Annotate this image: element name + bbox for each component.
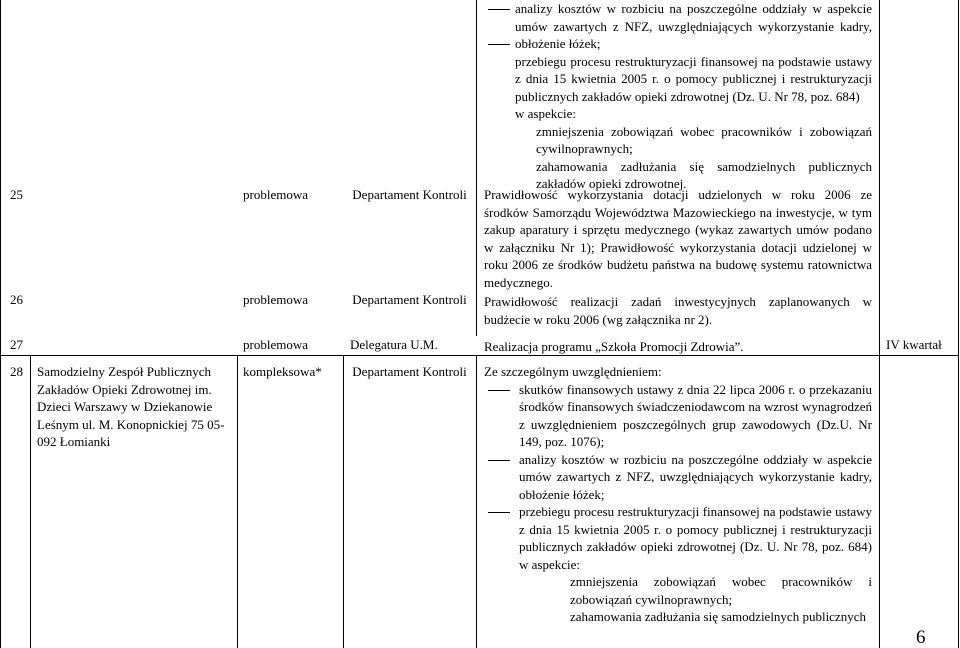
- row-28-entity: Samodzielny Zespół Publicznych Zakładów Opieki Zdrowotnej im. Dzieci Warszawy w Dziekanowie Leśnym ul. M. Konopnickiej 75 05-092 Łomianki: [37, 364, 225, 449]
- dash-bullet: [488, 44, 510, 45]
- row28-divider-type: [343, 355, 344, 648]
- row-28-sub-2: zahamowania zadłużania się samodzielnych publicznych: [570, 609, 866, 624]
- top-item-2: przebiegu procesu restrukturyzacji finansowej na podstawie ustawy z dnia 15 kwietnia 2005 r. o pomocy publicznej i restrukturyzacji publicznych zakładów opieki zdrowotnej (Dz. U. Nr 78, poz. 684): [515, 53, 872, 104]
- row-27-type: problemowa: [243, 337, 308, 352]
- row-26-desc: Prawidłowość realizacji zadań inwestycyjnych zaplanowanych w budżecie w roku 2006 (wg załącznika nr 2).: [484, 294, 872, 327]
- row28-divider-desc: [879, 355, 880, 648]
- row-28-num: 28: [10, 364, 23, 379]
- row-25-type: problemowa: [243, 187, 308, 202]
- row-26-unit: Departament Kontroli: [352, 292, 467, 307]
- row-27-unit: Delegatura U.M.: [350, 337, 438, 352]
- row-divider: [0, 355, 959, 356]
- row28-divider-entity: [237, 355, 238, 648]
- row-28-item-1: skutków finansowych ustawy z dnia 22 lipca 2006 r. o przekazaniu środków finansowych świadczeniodawcom na wzrost wynagrodzeń z uwzględnieniem poszczególnych grup zawodowych (Dz.U. Nr 149, poz. 1076);: [519, 381, 872, 449]
- row-26-num: 26: [10, 292, 23, 307]
- dash-bullet: [488, 512, 510, 513]
- row-28-desc-intro: Ze szczególnym uwzględnieniem:: [484, 364, 662, 379]
- top-sub-item-2: zahamowania zadłużania się samodzielnych publicznych zakładów opieki zdrowotnej.: [536, 158, 872, 191]
- row-25-unit: Departament Kontroli: [352, 187, 467, 202]
- table-col-divider-1: [476, 0, 477, 336]
- top-item-1: analizy kosztów w rozbiciu na poszczególne oddziały w aspekcie umów zawartych z NFZ, uwzględniających wykorzystanie kadry, obłożenie łóżek;: [515, 1, 872, 51]
- table-left-border: [0, 0, 1, 648]
- row28-divider-unit: [476, 355, 477, 648]
- row-28-item-3: przebiegu procesu restrukturyzacji finansowej na podstawie ustawy z dnia 15 kwietnia 2005 r. o pomocy publicznej i restrukturyzacji publicznych zakładów opieki zdrowotnej (Dz. U. Nr 78, poz. 684) w aspekcie:: [519, 504, 872, 572]
- dash-bullet: [488, 390, 510, 391]
- row-25-num: 25: [10, 187, 23, 202]
- row-28-desc: [484, 363, 872, 626]
- row-27-desc: Realizacja programu „Szkoła Promocji Zdrowia”.: [484, 339, 744, 354]
- top-sub-item-1: zmniejszenia zobowiązań wobec pracowników i zobowiązań cywilnoprawnych;: [536, 123, 872, 156]
- dash-bullet: [488, 460, 510, 461]
- top-block: [484, 0, 872, 193]
- row-27-term: IV kwartał: [886, 337, 942, 352]
- page-number: 6: [916, 627, 926, 648]
- row-25-desc: Prawidłowość wykorzystania dotacji udzielonych w roku 2006 ze środków Samorządu Województwa Mazowieckiego na inwestycje, w tym zakup aparatury i sprzętu medycznego (wykaz zawartych umów podano w załączniku Nr 1); Prawidłowość wykorzystania dotacji udzielonej w roku 2006 ze środków budżetu państwa na budowę systemu ratownictwa medycznego.: [484, 187, 872, 290]
- row-27-num: 27: [10, 337, 23, 352]
- row28-divider-num: [30, 355, 31, 648]
- aspect-label: w aspekcie:: [515, 106, 577, 121]
- dash-bullet: [488, 9, 510, 10]
- table-col-divider-2: [879, 0, 880, 355]
- row-28-unit: Departament Kontroli: [352, 364, 467, 379]
- row-28-type: kompleksowa*: [243, 364, 322, 379]
- row28-right-border: [958, 355, 959, 648]
- table-right-border: [958, 0, 959, 355]
- row-28-sub-1: zmniejszenia zobowiązań wobec pracowników i zobowiązań cywilnoprawnych;: [570, 574, 872, 607]
- row-26-type: problemowa: [243, 292, 308, 307]
- row-28-item-2: analizy kosztów w rozbiciu na poszczególne oddziały w aspekcie umów zawartych z NFZ, uwzględniających wykorzystanie kadry, obłożenie łóżek;: [519, 451, 872, 502]
